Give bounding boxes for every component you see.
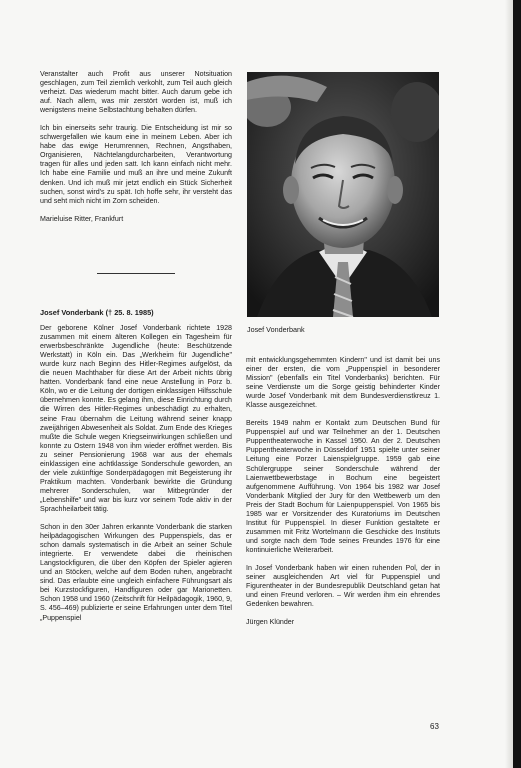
obituary-paragraph: Bereits 1949 nahm er Kontakt zum Deutschen Bund für Puppenspiel auf und war Teilnehmer an der 1. Deutschen Puppentheaterwoche in Kassel 1950. An der 2. Deutschen Puppentheaterwoche in Düsseldorf 1951 spielte unter seiner Leitung eine Porzer Laienspielgruppe. 1959 gab eine Schülergruppe seiner Sonderschule während der Laienwettbewerbstage in Bochum eine begeistert aufgenommene Aufführung. Von 1964 bis 1982 war Josef Vonderbank Mitglied der Jury für den Wettbewerb um den Preis der Stadt Bochum für Laienpuppenspiel. Von 1965 bis 1985 war er Vorsitzender des Kuratoriums im Deutschen Institut für Puppenspiel. In dieser Funktion gestaltete er zusammen mit Fritz Wortelmann die Geschicke des Instituts und sorgte nach dem Tode seines Freundes 1976 für eine kontinuierliche Weiterarbeit. <box>246 419 440 554</box>
obituary-text <box>40 308 232 623</box>
photo-caption: Josef Vonderbank <box>247 325 305 334</box>
intro-paragraph: Ich bin einerseits sehr traurig. Die Entscheidung ist mir so schwergefallen wie kaum eine in meinem Leben. Aber ich habe das ewige Herumrennen, Rechnen, Angsthaben, Organisieren, Nächtelangdurcharbeiten, Verantwortung tragen für alles und jeden satt. Ich kann einfach nicht mehr. Ich habe eine Familie und muß an ihre und meine Zukunft denken. Und ich muß mir jetzt endlich ein Stück Sicherheit suchen, sonst wird's zu spät. Ich hoffe sehr, ihr versteht das und seht mich nicht im Zorn scheiden. <box>40 124 232 205</box>
obituary-continued <box>246 356 440 627</box>
obituary-heading: Josef Vonderbank († 25. 8. 1985) <box>40 308 154 317</box>
obituary-paragraph: In Josef Vonderbank haben wir einen ruhenden Pol, der in seiner ausgleichenden Art viel für Puppenspiel und Figurentheater in der Bundesrepublik Deutschland getan hat und einen Freund verloren. – Wir werden ihm ein ehrendes Gedenken bewahren. <box>246 563 440 609</box>
page-edge-shadow <box>505 0 513 768</box>
section-divider <box>97 273 175 274</box>
obituary-paragraph: Schon in den 30er Jahren erkannte Vonderbank die starken heilpädagogischen Wirkungen des Puppenspiels, das er schon damals systematisch in die Arbeit an seiner Schule integrierte. Er verwendete dabei die rheinischen Langstockfiguren, die über den Köpfen der Spieler agieren und an Stöcken, welche auf dem Boden ruhen, angebracht sind. Das erlaubte eine ungleich einfachere Führungsart als bei Kurzstockfiguren, Handfiguren oder gar Marionetten. Schon 1958 und 1960 (Zeitschrift für Heilpädagogik, 1960, 9, S. 456–469) publizierte er seine Erfahrungen unter dem Titel „Puppenspiel <box>40 523 232 622</box>
obituary-paragraph: mit entwicklungsgehemmten Kindern" und ist damit bei uns einer der ersten, die vom „Puppenspiel in besonderer Mission" (ebenfalls ein Titel Vonderbanks) berichten. Für seine Verdienste um die Sorge geistig behinderter Kinder wurde Josef Vonderbank mit dem Bundesverdienstkreuz 1. Klasse ausgezeichnet. <box>246 356 440 410</box>
scan-border <box>513 0 521 768</box>
page-number: 63 <box>430 722 439 731</box>
letter-signature: Marieluise Ritter, Frankfurt <box>40 214 124 223</box>
author-signature: Jürgen Klünder <box>246 618 295 627</box>
intro-paragraph: Veranstalter auch Profit aus unserer Notsituation geschlagen, zum Teil ziemlich verkohlt, zum Teil auch gleich verheizt. Das wiederum macht bitter. Auch darum gebe ich auf. Nach allem, was mir zerstört worden ist, muß ich wenigstens meine Selbstachtung behalten dürfen. <box>40 70 232 115</box>
intro-text <box>40 70 232 224</box>
portrait-photo <box>247 72 439 317</box>
obituary-paragraph: Der geborene Kölner Josef Vonderbank richtete 1928 zusammen mit einem älteren Kollegen ein Tagesheim für erwerbsbeschränkte Jugendliche (heute: Beschützende Werkstatt) in Köln ein. Das „Werkheim für Jugendliche" wurde kurz nach Beginn des Hitler-Regimes aufgelöst, da die neuen Machthaber für diese Art der Arbeit nichts übrig hatten. Vonderbank fand eine neue Anstellung in Porz b. Köln, wo er die Leitung der dortigen einklassigen Hilfsschule übernehmen konnte. Es gelang ihm, diese Einrichtung durch die Wirren des Hitler-Regimes unbeschädigt zu erhalten, seine Frau übernahm die Leitung während seiner knapp zweijährigen Abwesenheit als Soldat. Zum Ende des Krieges mußte die Schule wegen Kriegseinwirkungen schließen und konnte zu Ostern 1948 von ihm wieder eröffnet werden. Bis zu seiner Pensionierung 1968 war aus der ehemals einklassigen eine achtklassige Sonderschule geworden, an der viele zukünftige Sonderpädagogen mit Begeisterung ihr Praktikum machten. Vonderbank bewirkte die Gründung mehrerer Sonderschulen, war Mitbegründer der „Lebenshilfe" und war bis kurz vor seinem Tode aktiv in der Sprachheilarbeit tätig. <box>40 324 232 513</box>
